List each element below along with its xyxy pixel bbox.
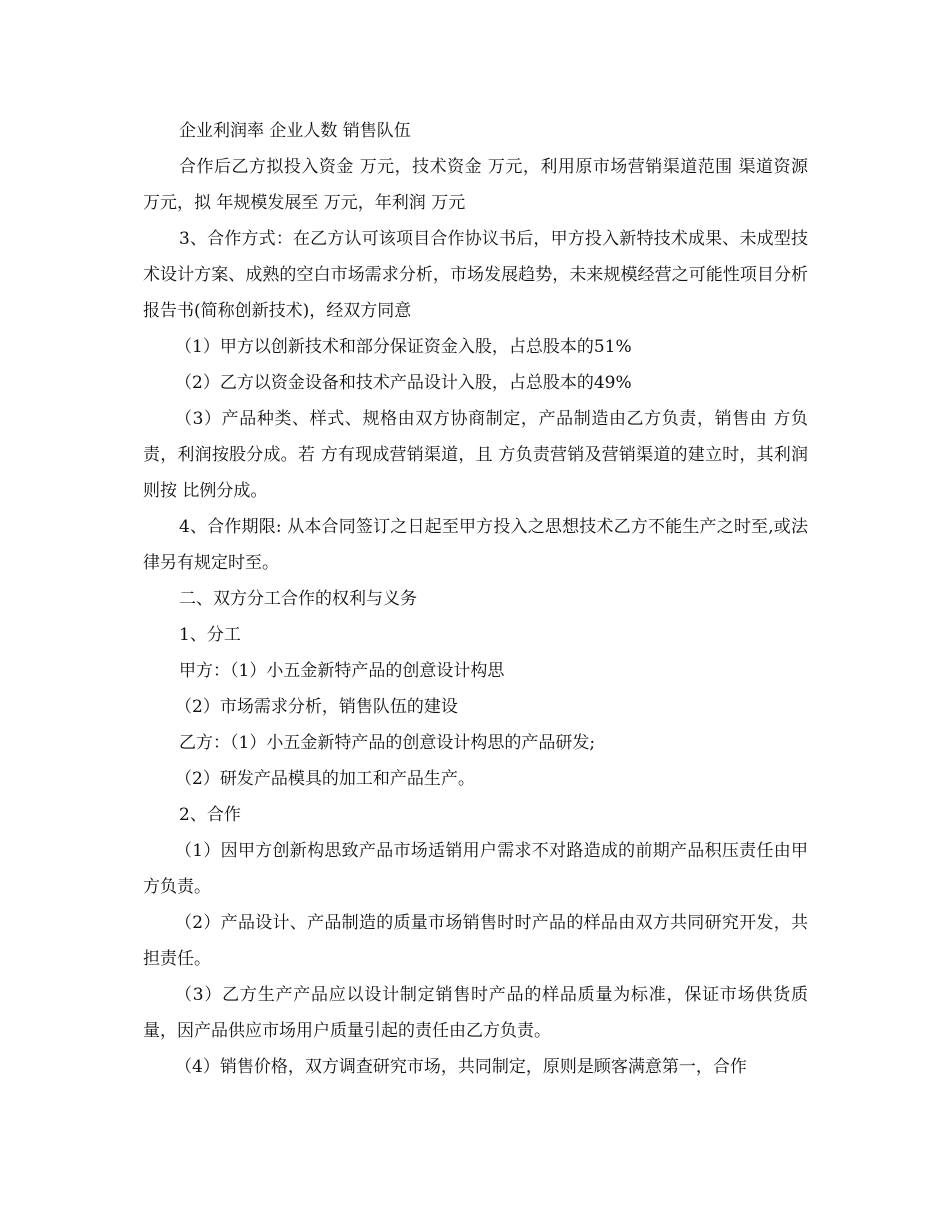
- subsection-heading-cooperation: 2、合作: [179, 805, 241, 825]
- paragraph-party-b-share: （2）乙方以资金设备和技术产品设计入股，占总股本的49%: [175, 373, 632, 393]
- paragraph-party-a-share: （1）甲方以创新技术和部分保证资金入股，占总股本的51%: [175, 337, 632, 357]
- paragraph-investment: 合作后乙方拟投入资金 万元，技术资金 万元，利用原市场营销渠道范围 渠道资源 万元，拟 年规模发展至 万元，年利润 万元: [143, 157, 808, 213]
- paragraph-cooperation-term: 4、合作期限: 从本合同签订之日起至甲方投入之思想技术乙方不能生产之时至,或法律另有规定时至。: [143, 517, 808, 573]
- subsection-heading-division: 1、分工: [179, 625, 241, 645]
- paragraph-cooperation-method: 3、合作方式：在乙方认可该项目合作协议书后，甲方投入新特技术成果、未成型技术设计方案、成熟的空白市场需求分析，市场发展趋势，未来规模经营之可能性项目分析报告书(简称创新技术)，经双方同意: [143, 229, 808, 321]
- paragraph-cooperation-1: （1）因甲方创新构思致产品市场适销用户需求不对路造成的前期产品积压责任由甲方负责。: [143, 841, 808, 897]
- paragraph-cooperation-2: （2）产品设计、产品制造的质量市场销售时时产品的样品由双方共同研究开发，共担责任。: [143, 913, 808, 969]
- paragraph-cooperation-4: （4）销售价格，双方调查研究市场，共同制定，原则是顾客满意第一，合作: [175, 1057, 747, 1077]
- paragraph-cooperation-3: （3）乙方生产产品应以设计制定销售时产品的样品质量为标准，保证市场供货质量，因产品供应市场用户质量引起的责任由乙方负责。: [143, 985, 808, 1041]
- paragraph-party-b-duty-2: （2）研发产品模具的加工和产品生产。: [175, 769, 475, 789]
- paragraph-profit-rate: 企业利润率 企业人数 销售队伍: [179, 121, 411, 141]
- paragraph-party-a-duty-1: 甲方：（1）小五金新特产品的创意设计构思: [179, 661, 505, 681]
- section-heading-rights-obligations: 二、双方分工合作的权利与义务: [179, 589, 417, 609]
- paragraph-party-b-duty-1: 乙方：（1）小五金新特产品的创意设计构思的产品研发;: [179, 733, 596, 753]
- paragraph-product-types: （3）产品种类、样式、规格由双方协商制定，产品制造由乙方负责，销售由 方负责，利润按股分成。若 方有现成营销渠道，且 方负责营销及营销渠道的建立时，其利润则按 比例分成。: [143, 409, 808, 501]
- document-body: [143, 113, 808, 1085]
- paragraph-party-a-duty-2: （2）市场需求分析，销售队伍的建设: [175, 697, 458, 717]
